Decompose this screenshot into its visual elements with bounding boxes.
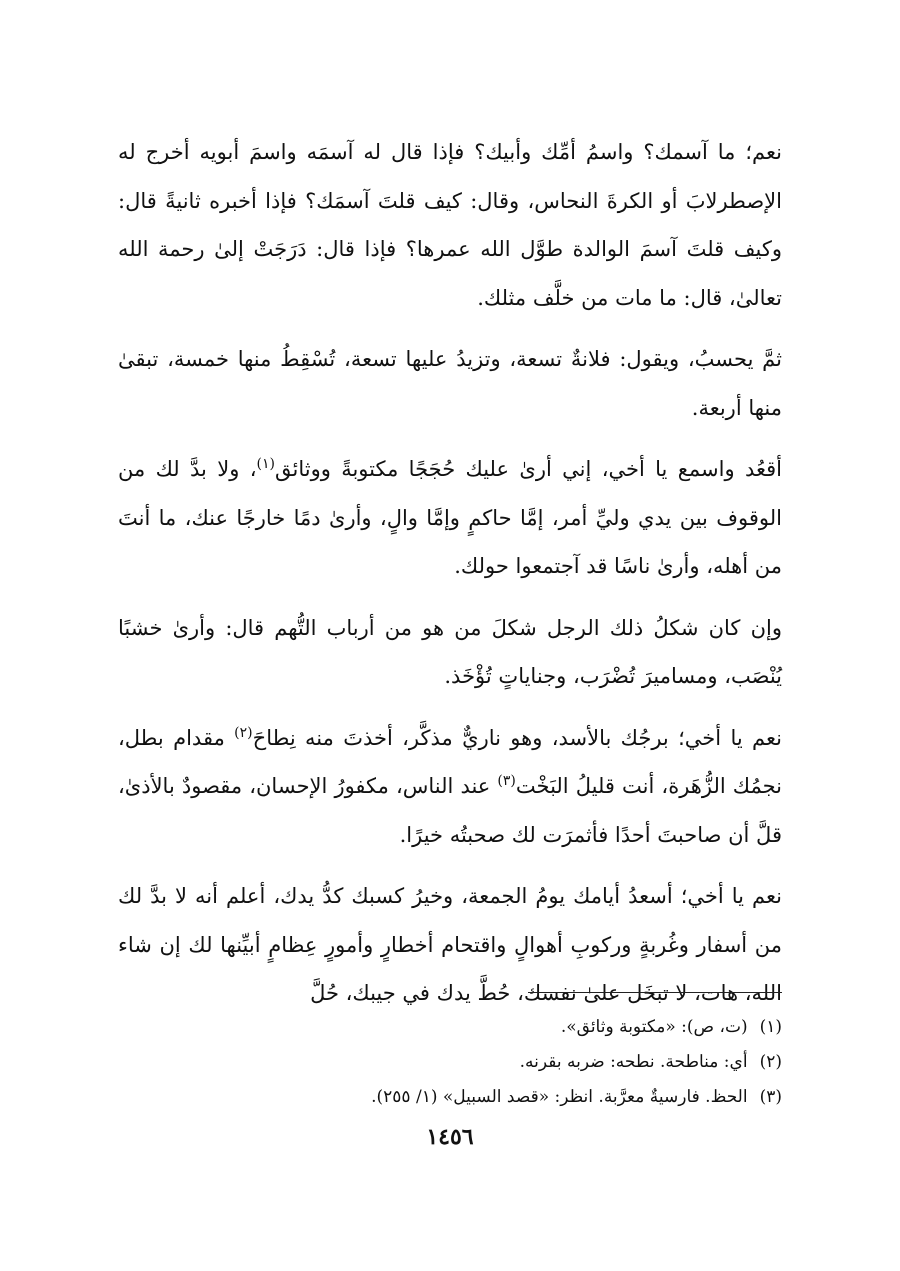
footnote-1-number: (١) <box>759 1017 782 1037</box>
footnotes <box>118 1010 782 1115</box>
footnote-3 <box>118 1080 782 1115</box>
footnote-divider <box>528 992 782 993</box>
footnote-2 <box>118 1045 782 1080</box>
page-body <box>118 128 782 1031</box>
paragraph-5-text-a: نعم يا أخي؛ برجُك بالأسد، وهو ناريٌّ مذكَّر، أخذتَ منه نِطاحَ <box>252 725 782 750</box>
footnote-ref-3[interactable]: (٣) <box>497 773 516 789</box>
footnote-1-text: (ت، ص): «مكتوبة وثائق». <box>560 1017 748 1037</box>
paragraph-1: نعم؛ ما آسمك؟ واسمُ أمِّك وأبيك؟ فإذا قال له آسمَه واسمَ أبويه أخرج له الإصطرلابَ أو الكرةَ النحاس، وقال: كيف قلتَ آسمَك؟ فإذا أخبره ثانيةً قال: وكيف قلتَ آسمَ الوالدة طوَّل الله عمرها؟ فإذا قال: دَرَجَتْ إلىٰ رحمة الله تعالىٰ، قال: ما مات من خلَّف مثلك. <box>118 140 782 310</box>
footnote-2-number: (٢) <box>759 1052 782 1072</box>
footnote-ref-1[interactable]: (١) <box>256 456 275 472</box>
paragraph-3 <box>118 445 782 591</box>
page-number: ١٤٥٦ <box>426 1124 474 1150</box>
paragraph-5-text-b: مقدام بطل، نجمُك الزُّهَرة، أنت قليلُ البَخْت <box>118 725 782 798</box>
paragraph-2: ثمَّ يحسبُ، ويقول: فلانةٌ تسعة، وتزيدُ عليها تسعة، تُسْقِطُ منها خمسة، تبقىٰ منها أربعة. <box>118 347 782 420</box>
paragraph-3-text-b: ، ولا بدَّ لك من الوقوف بين يدي وليِّ أمر، إمَّا حاكمٍ وإمَّا والٍ، وأرىٰ دمًا خارجًا عنك، ما أنتَ من أهله، وأرىٰ ناسًا قد آجتمعوا حولك. <box>118 457 782 578</box>
paragraph-3-text-a: أقعُد واسمع يا أخي، إني أرىٰ عليك حُجَجًا مكتوبةً ووثائق <box>274 457 782 481</box>
paragraph-5 <box>118 714 782 860</box>
paragraph-6: نعم يا أخي؛ أسعدُ أيامك يومُ الجمعة، وخيرُ كسبك كدُّ يدك، أعلم أنه لا بدَّ لك من أسفار وغُربةٍ وركوبِ أهوالٍ واقتحام أخطارٍ وأمورٍ عِظامٍ أبيِّنها لك إن شاء الله، هات، لا تبخَل علىٰ نفسك، حُطَّ يدك في جيبك، حُلَّ <box>118 884 782 1005</box>
footnote-3-text: الحظ. فارسيةٌ معرَّبة. انظر: «قصد السبيل» (١/ ٢٥٥). <box>371 1087 748 1107</box>
footnote-3-number: (٣) <box>759 1087 782 1107</box>
paragraph-5-text-c: عند الناس، مكفورُ الإحسان، مقصودٌ بالأذىٰ، قلَّ أن صاحبتَ أحدًا فأثمرَت لك صحبتُه خيرًا. <box>118 774 782 847</box>
paragraph-4: وإن كان شكلُ ذلك الرجل شكلَ من هو من أرباب التُّهم قال: وأرىٰ خشبًا يُنْصَب، ومساميرَ تُضْرَب، وجناياتٍ تُؤْخَذ. <box>118 615 782 688</box>
footnote-ref-2[interactable]: (٢) <box>234 724 253 741</box>
footnote-2-text: أي: مناطحة. نطحه: ضربه بقرنه. <box>519 1052 748 1072</box>
footnote-1 <box>118 1010 782 1045</box>
